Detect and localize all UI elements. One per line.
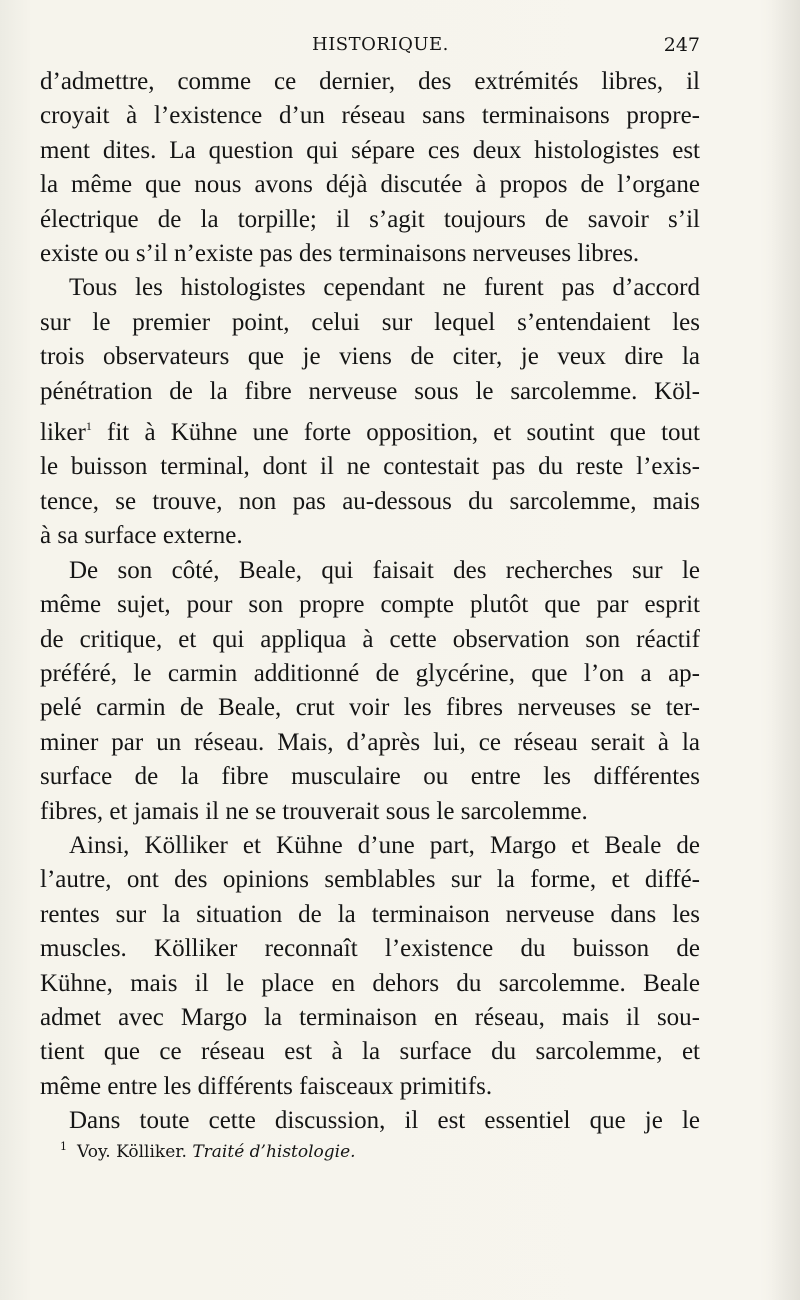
text-line: préféré, le carmin additionné de glycérine, que l’on a ap- <box>40 659 700 687</box>
text-line: l’autre, ont des opinions semblables sur la forme, et diffé- <box>40 866 700 894</box>
text-line: miner par un réseau. Mais, d’après lui, ce réseau serait à la <box>40 728 700 756</box>
text-line: sur le premier point, celui sur lequel s’entendaient les <box>40 308 700 336</box>
text-line: la même que nous avons déjà discutée à propos de l’organe <box>40 171 700 199</box>
paragraph-3 <box>40 554 700 829</box>
page-number: 247 <box>663 34 700 56</box>
text-line: pelé carmin de Beale, crut voir les fibres nerveuses se ter- <box>40 694 700 722</box>
text-line: ment dites. La question qui sépare ces deux histologistes est <box>40 136 700 164</box>
text-line: existe ou s’il n’existe pas des terminaisons nerveuses libres. <box>40 240 640 268</box>
footnote <box>60 1140 356 1162</box>
text-fragment: liker <box>40 419 86 447</box>
text-line: admet avec Margo la terminaison en réseau, mais il sou- <box>40 1003 700 1031</box>
text-line: même entre les différents faisceaux primitifs. <box>40 1072 493 1100</box>
text-line <box>40 409 700 450</box>
text-line: Tous les histologistes cependant ne furent pas d’accord <box>69 274 700 302</box>
text-line: Ainsi, Kölliker et Kühne d’une part, Margo et Beale de <box>69 831 700 859</box>
running-title: HISTORIQUE. <box>312 34 449 55</box>
text-line: rentes sur la situation de la terminaison nerveuse dans les <box>40 900 700 928</box>
text-line: de critique, et qui appliqua à cette observation son réactif <box>40 625 700 653</box>
text-line: muscles. Kölliker reconnaît l’existence du buisson de <box>40 935 700 963</box>
text-line: fibres, et jamais il ne se trouverait sous le sarcolemme. <box>40 797 588 825</box>
text-line: tence, se trouve, non pas au-dessous du sarcolemme, mais <box>40 487 700 515</box>
text-line: à sa surface externe. <box>40 522 243 550</box>
paragraph-5 <box>40 1104 700 1138</box>
text-line: le buisson terminal, dont il ne contestait pas du reste l’exis- <box>40 453 700 481</box>
text-line: De son côté, Beale, qui faisait des recherches sur le <box>69 556 700 584</box>
text-line: croyait à l’existence d’un réseau sans terminaisons propre- <box>40 102 700 130</box>
body-text <box>40 65 700 1139</box>
paragraph-1 <box>40 65 700 271</box>
text-line: Dans toute cette discussion, il est essentiel que je le <box>69 1107 700 1135</box>
text-line: trois observateurs que je viens de citer, je veux dire la <box>40 343 700 371</box>
footnote-text: Voy. Kölliker. <box>77 1142 187 1162</box>
text-line: tient que ce réseau est à la surface du sarcolemme, et <box>40 1038 700 1066</box>
paragraph-4 <box>40 829 700 1104</box>
footnote-number: 1 <box>60 1140 67 1153</box>
text-line: pénétration de la fibre nerveuse sous le sarcolemme. Köl- <box>40 377 700 405</box>
text-line: électrique de la torpille; il s’agit toujours de savoir s’il <box>40 205 700 233</box>
text-line: surface de la fibre musculaire ou entre les différentes <box>40 763 700 791</box>
paragraph-2 <box>40 271 700 553</box>
text-fragment: fit à Kühne une forte opposition, et soutint que tout <box>107 419 700 447</box>
footnote-marker: 1 <box>85 419 92 434</box>
text-line: d’admettre, comme ce dernier, des extrémités libres, il <box>40 68 700 95</box>
text-line: Kühne, mais il le place en dehors du sarcolemme. Beale <box>40 969 700 997</box>
footnote-title: Traité d’histologie. <box>192 1142 356 1162</box>
page-edge-shadow <box>770 0 800 1300</box>
running-head <box>40 34 700 60</box>
text-line: même sujet, pour son propre compte plutôt que par esprit <box>40 591 700 619</box>
